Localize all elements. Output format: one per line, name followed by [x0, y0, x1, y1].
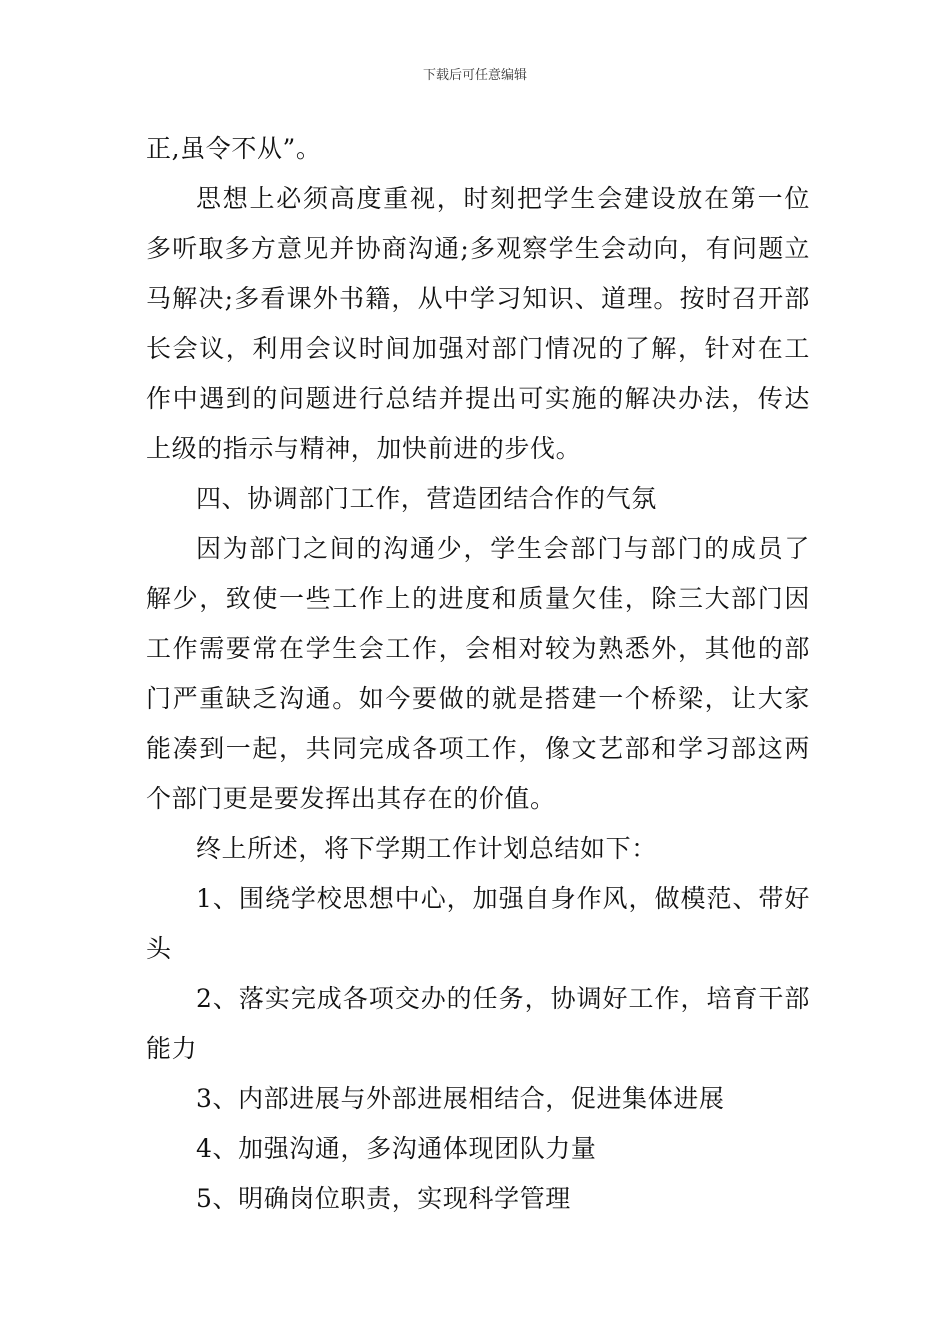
list-item: 1、围绕学校思想中心，加强自身作风，做模范、带好头 — [146, 884, 810, 963]
list-item: 3、内部进展与外部进展相结合，促进集体进展 — [196, 1084, 725, 1113]
section-heading: 四、协调部门工作，营造团结合作的气氛 — [196, 484, 657, 513]
paragraph: 思想上必须高度重视，时刻把学生会建设放在第一位多听取多方意见并协商沟通;多观察学生会动向，有问题立马解决;多看课外书籍，从中学习知识、道理。按时召开部长会议，利用会议时间加强对部门情况的了解，针对在工作中遇到的问题进行总结并提出可实施的解决办法，传达上级的指示与精神，加快前进的步伐。 — [146, 184, 810, 463]
list-item: 2、落实完成各项交办的任务，协调好工作，培育干部能力 — [146, 984, 810, 1063]
list-item: 5、明确岗位职责，实现科学管理 — [196, 1184, 571, 1213]
paragraph: 终上所述，将下学期工作计划总结如下： — [196, 834, 657, 863]
paragraph: 正,虽令不从”。 — [146, 134, 322, 163]
list-item: 4、加强沟通，多沟通体现团队力量 — [196, 1134, 597, 1163]
page-header: 下载后可任意编辑 — [422, 68, 527, 83]
paragraph: 因为部门之间的沟通少，学生会部门与部门的成员了解少，致使一些工作上的进度和质量欠佳，除三大部门因工作需要常在学生会工作，会相对较为熟悉外，其他的部门严重缺乏沟通。如今要做的就是搭建一个桥梁，让大家能凑到一起，共同完成各项工作，像文艺部和学习部这两个部门更是要发挥出其存在的价值。 — [146, 534, 810, 813]
document-body — [146, 124, 810, 1224]
